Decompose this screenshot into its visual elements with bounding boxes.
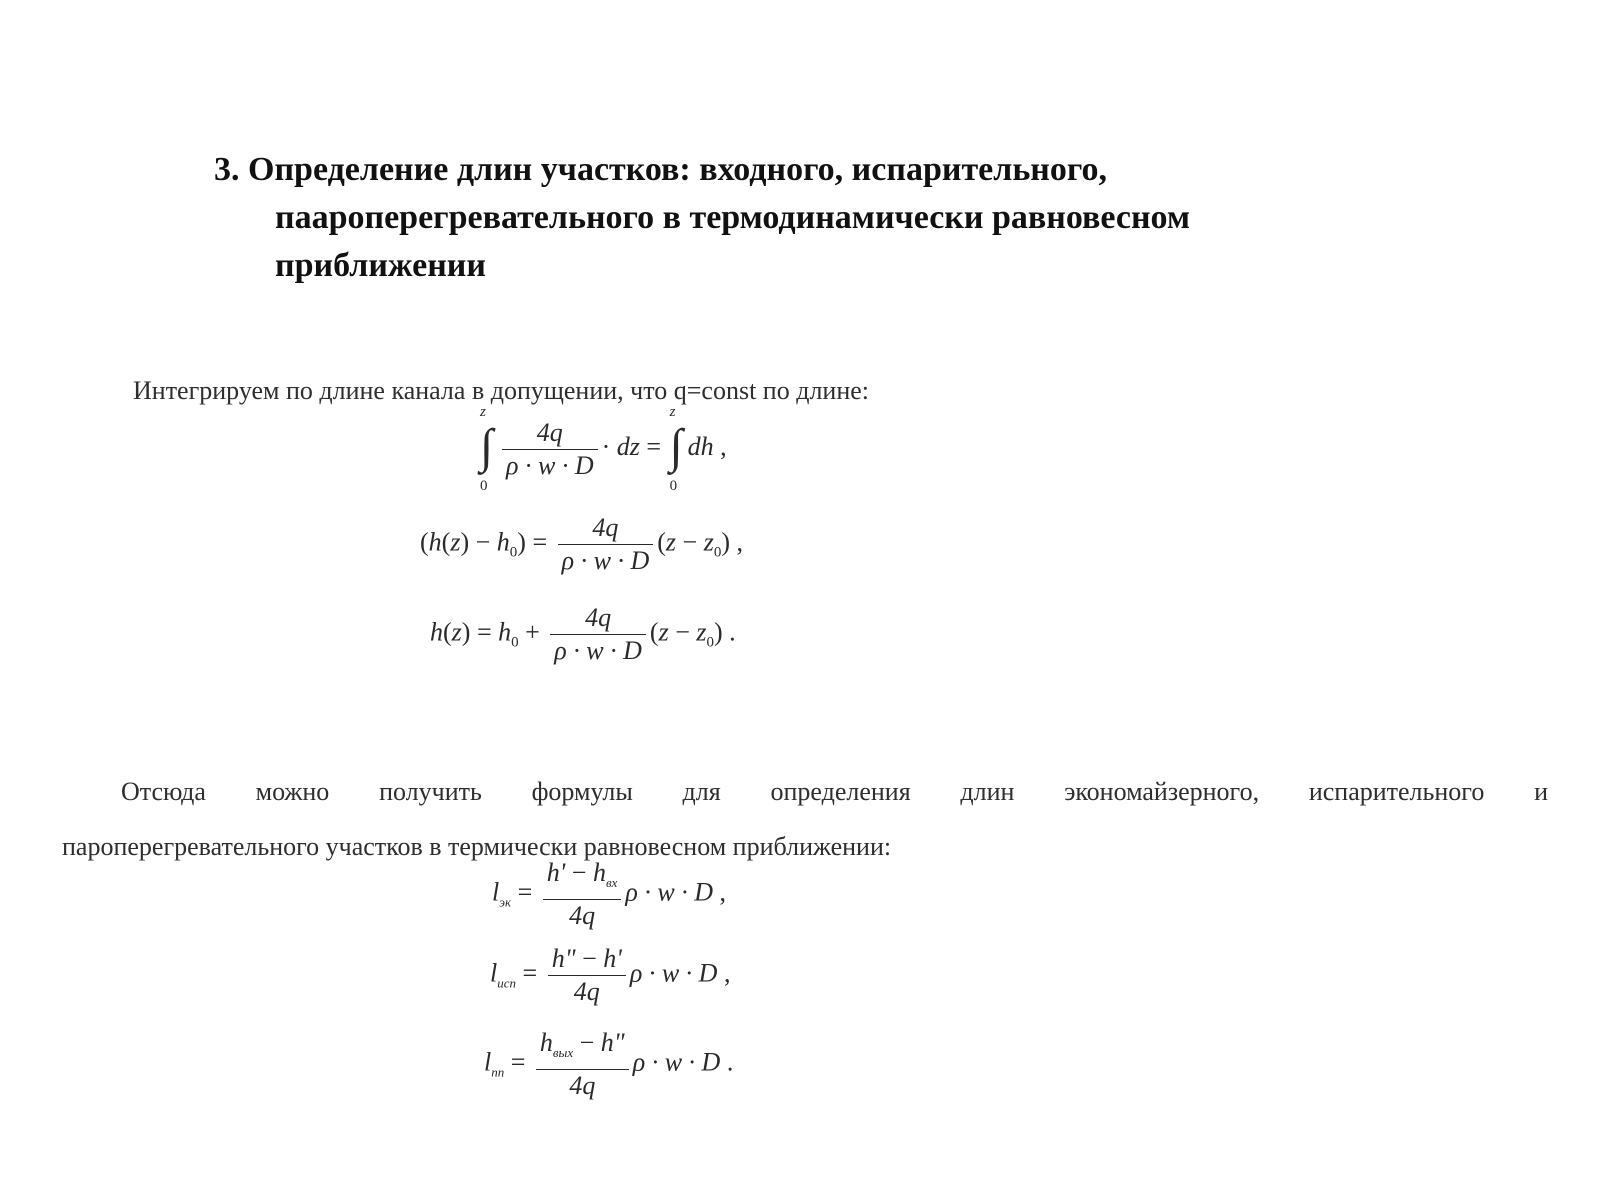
intro-text: Интегрируем по длине канала в допущении, что q=const по длине: <box>133 376 870 405</box>
paragraph-line-2: пароперегревательного участков в термически равновесном приближении: <box>62 832 892 861</box>
fraction: $\frac{h_{вых} - h"}{4q}$ <box>536 1027 629 1102</box>
paragraph-line-1: Отсюда можно получить формулы для определения длин экономайзерного, испарительного и <box>121 777 1548 806</box>
heading-line-1: 3. Определение длин участков: входного, испарительного, <box>214 151 1107 188</box>
formula-difference: $(h(z) - h_0)$ = $\frac{4q}{\rho \cdot w \cdot D}$ $(z - z_0)$ , <box>420 513 743 575</box>
fraction: $\frac{h' - h_{вх}}{4q}$ <box>543 857 622 932</box>
formula-l-ek: $l_{эк}$ = $\frac{h' - h_{вх}}{4q}$ ρ · w · D , <box>492 858 726 930</box>
fraction: $\frac{4q}{\rho \cdot w \cdot D}$ <box>550 602 646 667</box>
fraction: $\frac{h" - h'}{4q}$ <box>548 943 626 1008</box>
fraction: $\frac{4q}{\rho \cdot w \cdot D}$ <box>502 417 598 482</box>
integral-sign: z ∫ 0 <box>480 404 494 494</box>
formula-l-pp: $l_{пп}$ = $\frac{h_{вых} - h"}{4q}$ ρ · w · D . <box>484 1028 734 1100</box>
heading-line-3: приближении <box>275 247 486 284</box>
formula-enthalpy: $h(z) = h_0$ + $\frac{4q}{\rho \cdot w \cdot D}$ $(z - z_0)$ . <box>430 603 736 665</box>
section-heading <box>214 146 1374 290</box>
formula-integral: z ∫ 0 $\frac{4q}{\rho \cdot w \cdot D}$ · dz = z ∫ 0 dh , <box>480 404 727 494</box>
fraction: $\frac{4q}{\rho \cdot w \cdot D}$ <box>558 512 654 577</box>
integral-sign: z ∫ 0 <box>669 404 683 494</box>
heading-line-2: паароперегревательного в термодинамически равновесном <box>275 199 1191 236</box>
formula-l-isp: $l_{исп}$ = $\frac{h" - h'}{4q}$ ρ · w · D , <box>490 944 731 1006</box>
